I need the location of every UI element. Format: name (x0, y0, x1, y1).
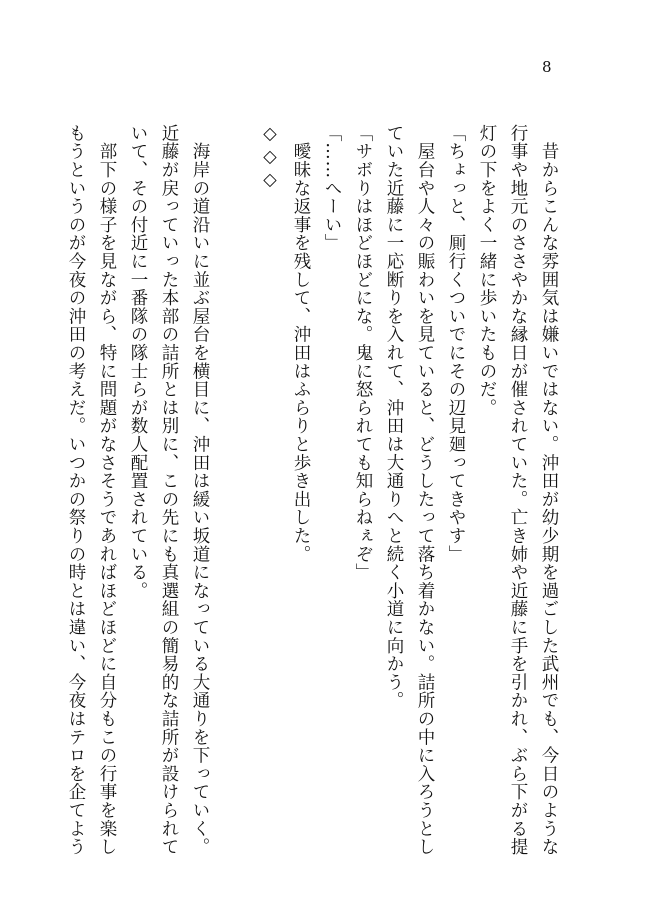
text-line: 屋台や人々の賑わいを見ていると、どうしたって落ち着かない。詰所の中に入ろうとし (415, 124, 435, 856)
scene-break-marker: ◇◇◇ (260, 124, 280, 193)
page-number: 8 (542, 58, 552, 76)
text-line: 行事や地元のささやかな縁日が催されていた。亡き姉や近藤に手を引かれ、ぶら下がる提 (508, 124, 528, 856)
text-line: もうというのが今夜の沖田の考えだ。いつかの祭りの時とは違い、今夜はテロを企てよう (66, 124, 86, 856)
text-line: 昔からこんな雰囲気は嫌いではない。沖田が幼少期を過ごした武州でも、今日のような (539, 124, 559, 856)
text-line: 近藤が戻っていった本部の詰所とは別に、この先にも真選組の簡易的な詰所が設けられて (159, 124, 179, 856)
dialogue-line: 「サボりはほどほどにな。鬼に怒られても知らねぇぞ」 (353, 124, 373, 582)
text-line: 灯の下をよく一緒に歩いたものだ。 (477, 124, 497, 417)
text-line: 曖昧な返事を残して、沖田はふらりと歩き出した。 (291, 124, 311, 564)
dialogue-line: 「ちょっと、厠行くついでにその辺見廻ってきやす」 (446, 124, 466, 564)
text-line: ていた近藤に一応断りを入れて、沖田は大通りへと続く小道に向かう。 (384, 124, 404, 710)
text-line: いて、その付近に一番隊の隊士らが数人配置されている。 (128, 124, 148, 600)
dialogue-line: 「……へーい」 (322, 124, 342, 253)
text-line: 部下の様子を見ながら、特に問題がなさそうであればほどほどに自分もこの行事を楽し (97, 124, 117, 856)
body-text (60, 124, 564, 856)
text-line: 海岸の道沿いに並ぶ屋台を横目に、沖田は緩い坂道になっている大通りを下っていく。 (190, 124, 210, 856)
